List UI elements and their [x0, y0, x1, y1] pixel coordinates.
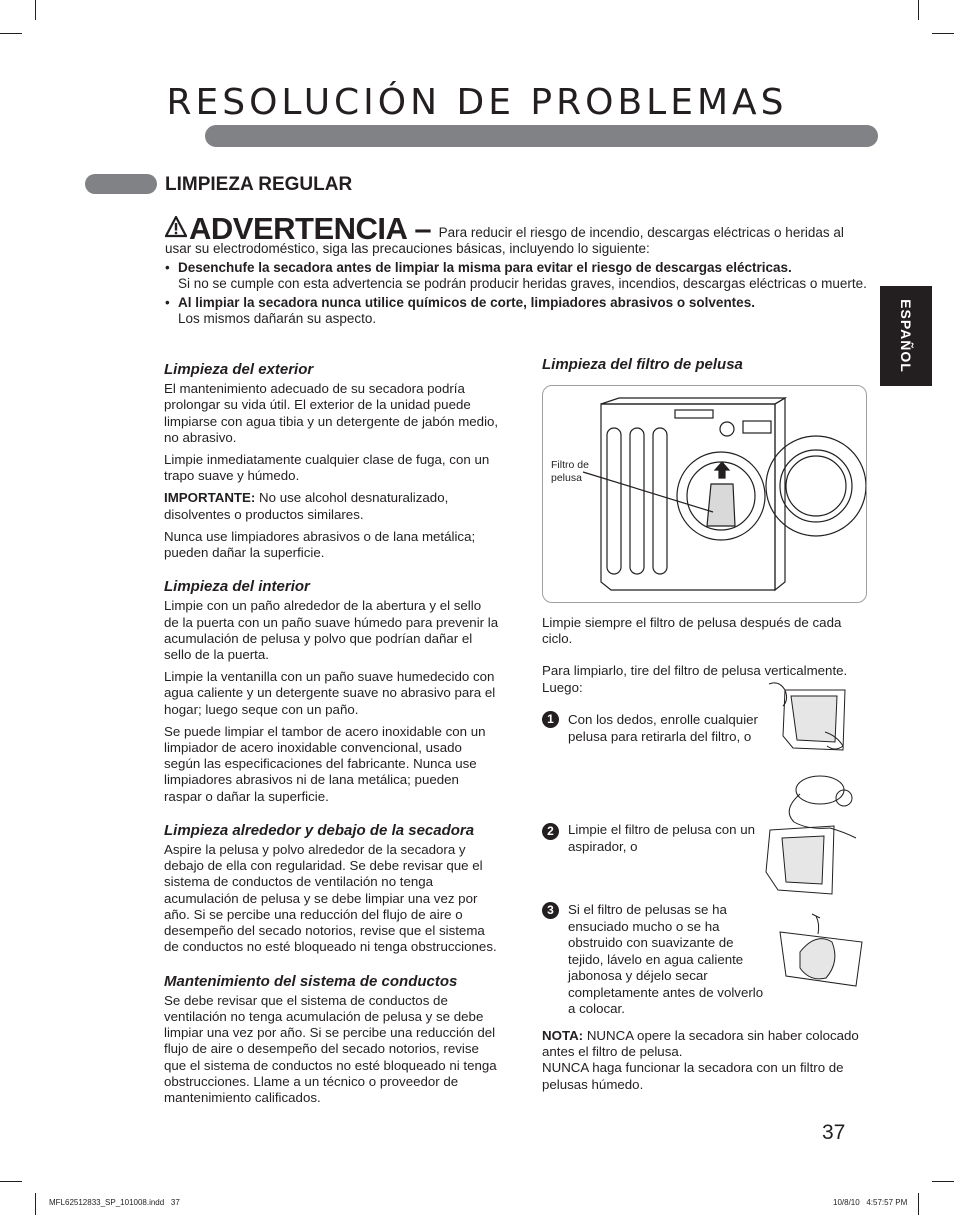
dryer-figure [542, 385, 867, 603]
warning-bullet: • Desenchufe la secadora antes de limpiar la misma para evitar el riesgo de descargas eléctricas. Si no se cumple con esta advertencia se podrán producir heridas graves, incendios, descargas eléctricas o muerte. [165, 260, 867, 291]
step-number: 3 [542, 902, 559, 919]
warning-intro-line [165, 211, 870, 257]
title-underline-bar [205, 125, 878, 147]
paragraph: Limpie la ventanilla con un paño suave humedecido con agua caliente y un detergente suave no abrasivo para el hogar; luego seque con un paño. [164, 669, 496, 717]
washing-filter-illustration [776, 912, 866, 992]
paragraph: Se puede limpiar el tambor de acero inoxidable con un limpiador de acero inoxidable convencional, usado según las especificaciones del fabricante. Nunca use limpiadores abrasivos ni de lana metálica; pueden raspar o dañar la superficie. [164, 723, 486, 804]
paragraph: Para limpiarlo, tire del filtro de pelusa verticalmente. Luego: [542, 663, 848, 695]
paragraph: Limpie siempre el filtro de pelusa después de cada ciclo. [542, 615, 842, 647]
page-number: 37 [822, 1121, 846, 1144]
note-block [542, 1028, 867, 1093]
paragraph: Nunca use limpiadores abrasivos o de lana metálica; pueden dañar la superficie. [164, 528, 476, 561]
step-number: 2 [542, 823, 559, 840]
subsection-title: Mantenimiento del sistema de conductos [164, 972, 458, 990]
note-paragraph [542, 1028, 867, 1060]
figure-label: Filtro de pelusa [551, 459, 589, 484]
subsection-title: Limpieza del exterior [164, 361, 314, 378]
language-tab-label: ESPAÑOL [898, 299, 914, 373]
crop-mark [0, 33, 22, 34]
paragraph [164, 490, 499, 522]
section-heading: LIMPIEZA REGULAR [165, 174, 353, 195]
paragraph: El mantenimiento adecuado de su secadora podría prolongar su vida útil. El exterior de la unidad puede limpiarse con agua tibia y un detergente de jabón medio, no abrasivo. [164, 381, 499, 445]
paragraph: Limpie con un paño alrededor de la abertura y el sello de la puerta con un paño suave húmedo para prevenir la acumulación de pelusa y polvo que podrían dañar el sello de la puerta. [164, 598, 499, 663]
paragraph: Aspire la pelusa y polvo alrededor de la secadora y debajo de ella con regularidad. Se debe revisar que el sistema de conductos de ventilación no tenga acumulación de pelusa y se debe limpiar una vez por año. Si se percibe una reducción del flujo de aire o desempeño del secado notorios, revise que el sistema de conductos no esté bloqueado ni tenga obstrucciones. [164, 842, 497, 955]
important-label: IMPORTANTE: [164, 490, 256, 506]
step-text: Si el filtro de pelusas se ha ensuciado mucho o se ha obstruido con suavizante de tejido, lávelo en agua caliente jabonosa y déjelo secar completamente antes de volverlo a colocar. [568, 902, 764, 1016]
left-column [164, 362, 499, 1112]
crop-mark [35, 1193, 36, 1215]
warning-intro: Para reducir el riesgo de incendio, descargas eléctricas o heridas al usar su electrodoméstico, siga las precauciones básicas, incluyendo lo siguiente: [165, 225, 844, 256]
footer-file-info: MFL62512833_SP_101008.indd 37 [49, 1198, 180, 1207]
step-number: 1 [542, 711, 559, 728]
crop-mark [0, 1181, 22, 1182]
important-text: No use alcohol desnaturalizado, disolventes o productos similares. [164, 490, 449, 522]
subsection-title: Limpieza del filtro de pelusa [542, 356, 743, 373]
footer-timestamp: 10/8/10 4:57:57 PM [833, 1198, 908, 1207]
warning-bullet-text: Los mismos dañarán su aspecto. [178, 311, 377, 326]
crop-mark [918, 0, 919, 20]
dryer-illustration [543, 386, 866, 602]
note-label: NOTA: [542, 1028, 584, 1043]
vacuum-cleaner-illustration [760, 768, 860, 898]
crop-mark [932, 33, 954, 34]
filter-fingers-illustration [765, 676, 850, 756]
subsection-title: Limpieza del interior [164, 578, 310, 596]
crop-mark [932, 1181, 954, 1182]
note-paragraph: NUNCA haga funcionar la secadora con un filtro de pelusas húmedo. [542, 1060, 844, 1092]
warning-bullet-text: Si no se cumple con esta advertencia se podrán producir heridas graves, incendios, descargas eléctricas o muerte. [178, 276, 867, 291]
warning-block [165, 211, 870, 327]
paragraph: Se debe revisar que el sistema de conductos de ventilación no tenga acumulación de pelusa y se debe limpiar una vez por año. Si se percibe una reducción del flujo de aire o desempeño del secado notorios, revise que el sistema de conductos no esté bloqueado ni tenga obstrucciones. Llame a un técnico o proveedor de mantenimiento calificados. [164, 992, 497, 1105]
warning-title: ADVERTENCIA – [189, 211, 432, 246]
note-text: NUNCA opere la secadora sin haber colocado antes el filtro de pelusa. [542, 1028, 859, 1060]
subsection-title: Limpieza alrededor y debajo de la secadora [164, 821, 475, 839]
warning-bullet: • Al limpiar la secadora nunca utilice químicos de corte, limpiadores abrasivos o solventes. Los mismos dañarán su aspecto. [165, 295, 755, 326]
crop-mark [918, 1193, 919, 1215]
section-marker [85, 174, 157, 194]
page-title: RESOLUCIÓN DE PROBLEMAS [166, 82, 788, 123]
crop-mark [35, 0, 36, 20]
paragraph: Limpie inmediatamente cualquier clase de fuga, con un trapo suave y húmedo. [164, 452, 490, 484]
language-tab [880, 286, 932, 386]
step-text: Con los dedos, enrolle cualquier pelusa para retirarla del filtro, o [568, 712, 758, 744]
step-text: Limpie el filtro de pelusa con un aspirador, o [568, 822, 756, 854]
warning-triangle-icon [165, 216, 187, 238]
warning-bullet-bold: Al limpiar la secadora nunca utilice químicos de corte, limpiadores abrasivos o solventes. [178, 295, 755, 310]
warning-bullet-bold: Desenchufe la secadora antes de limpiar la misma para evitar el riesgo de descargas eléctricas. [178, 260, 792, 275]
